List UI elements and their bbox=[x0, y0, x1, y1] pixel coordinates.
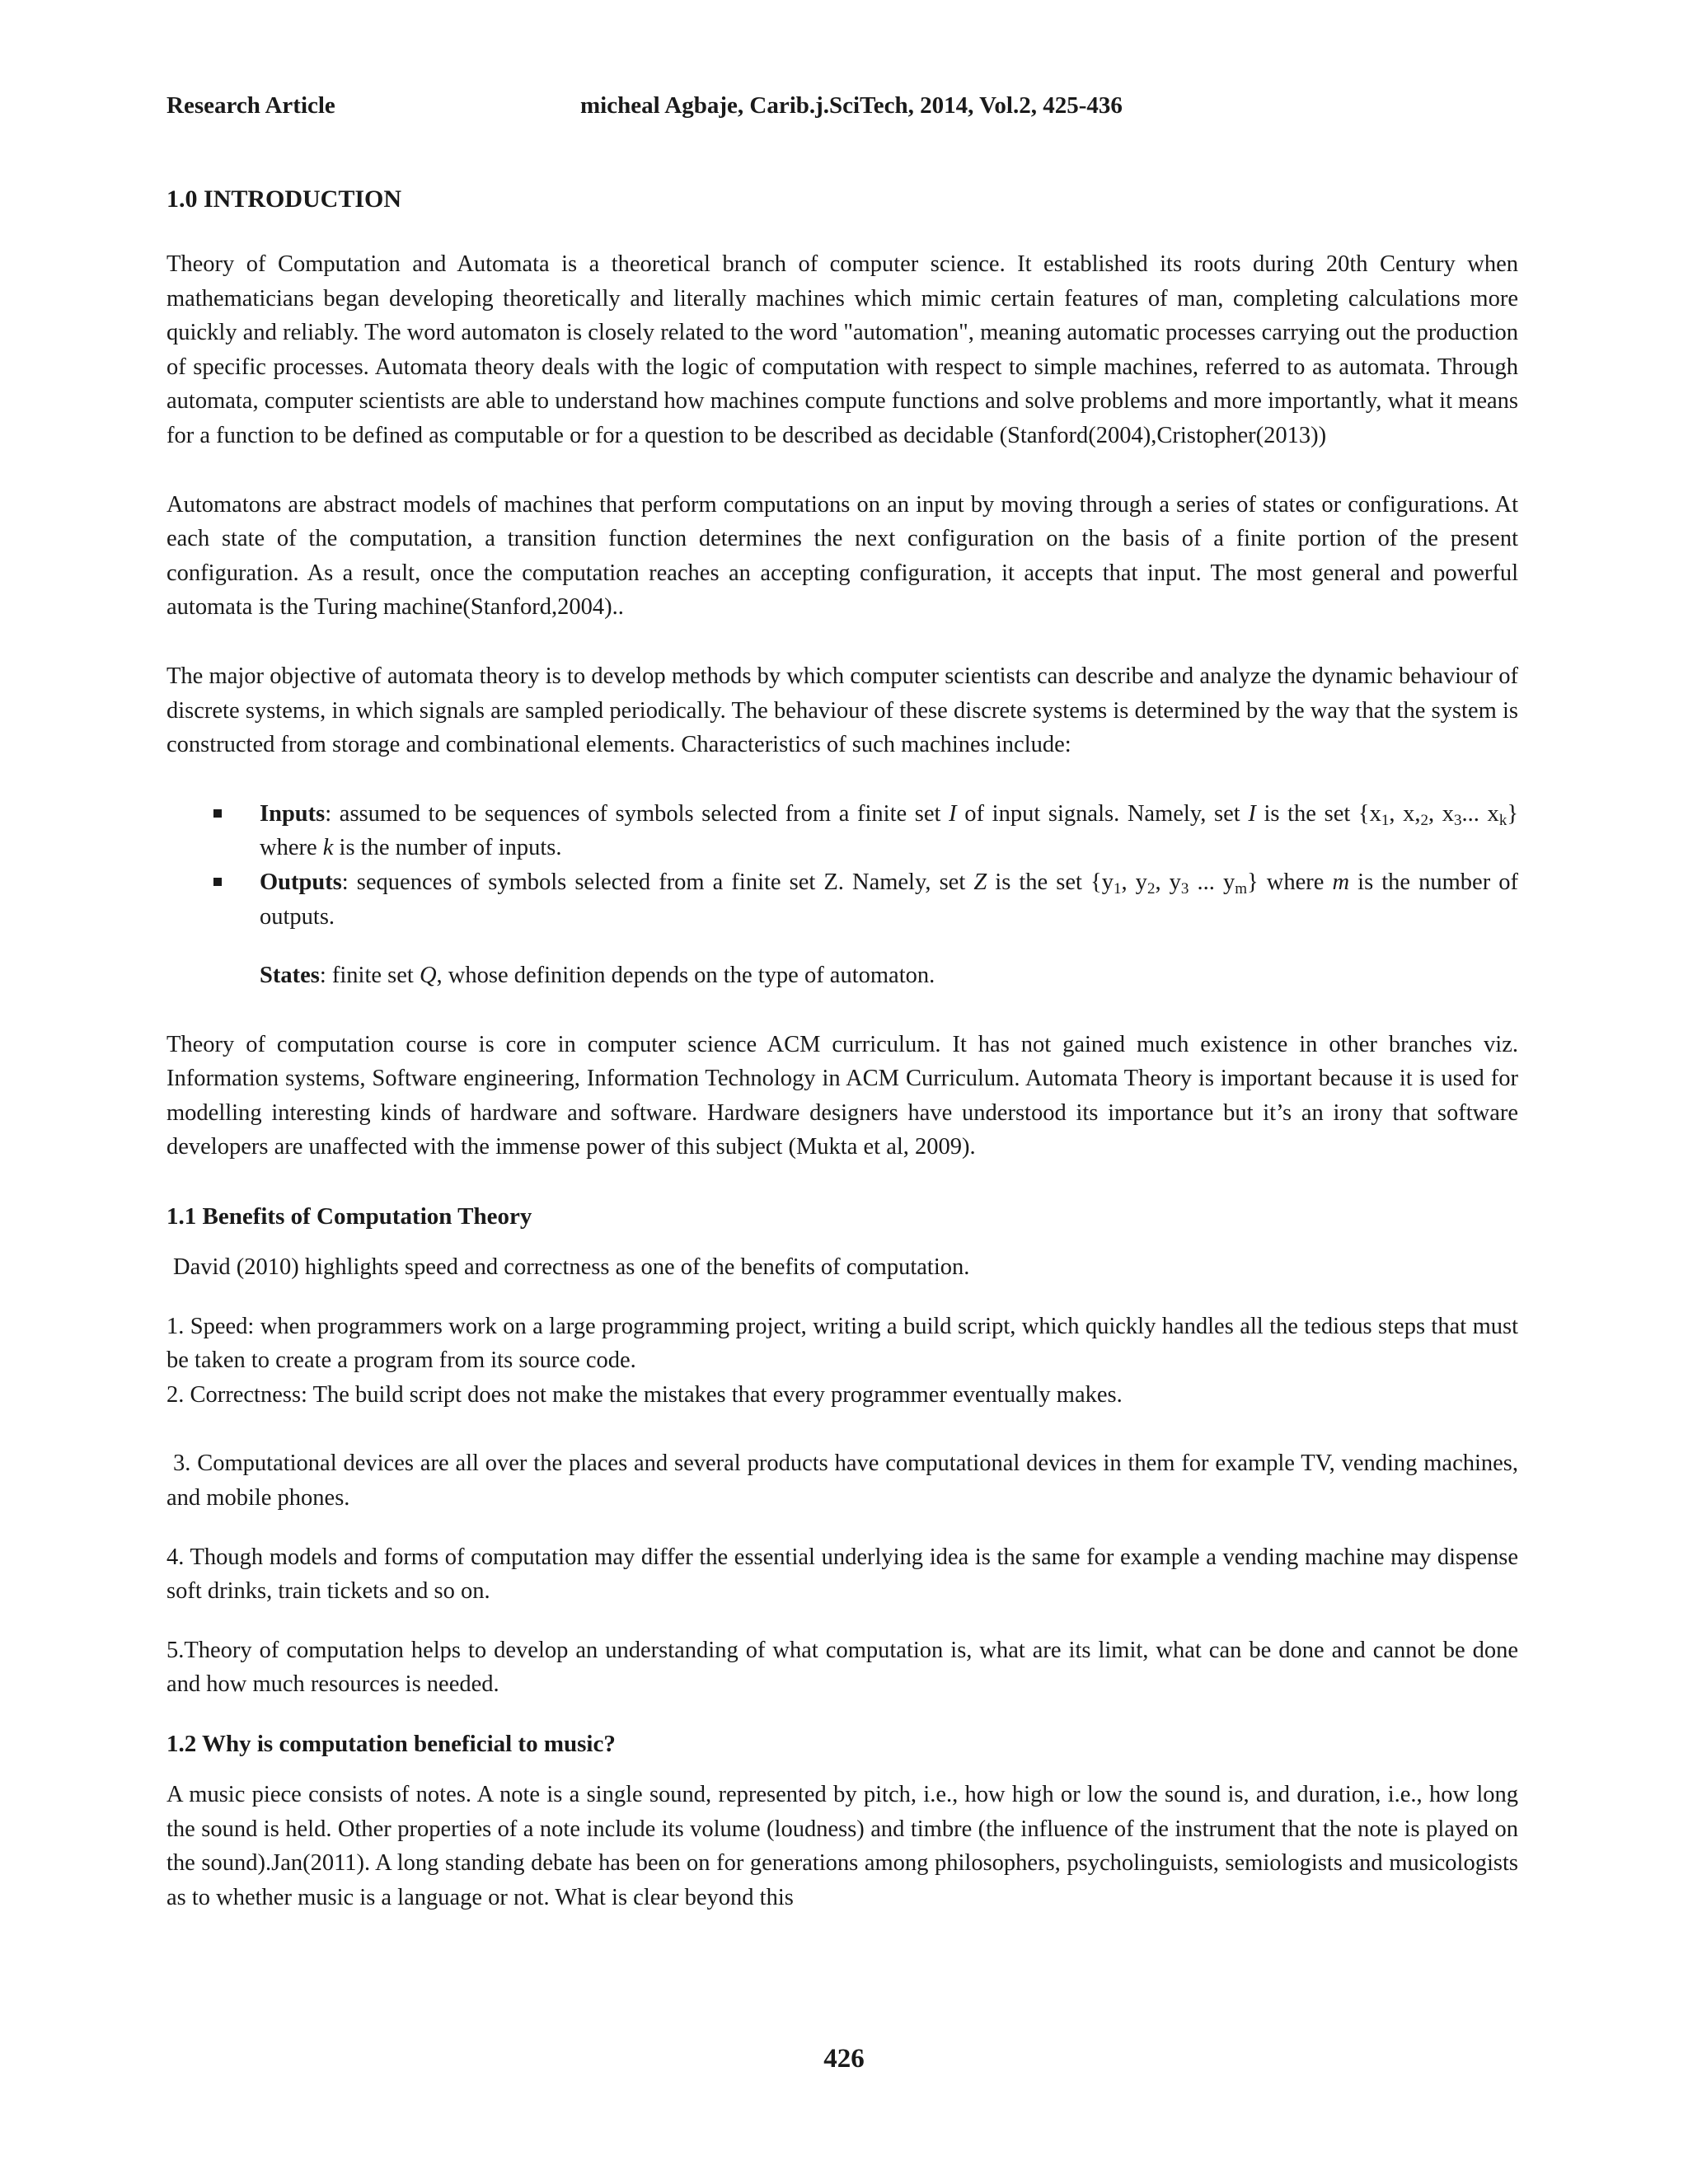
set-i-symbol: I bbox=[1248, 800, 1256, 827]
inputs-text: ... x bbox=[1461, 800, 1499, 827]
states-label: States bbox=[260, 963, 320, 989]
states-text: : finite set bbox=[319, 963, 420, 989]
outputs-text: } where bbox=[1246, 869, 1333, 895]
inputs-text: of input signals. Namely, set bbox=[956, 800, 1249, 827]
section-heading-benefits: 1.1 Benefits of Computation Theory bbox=[166, 1203, 532, 1230]
subscript: 1 bbox=[1113, 879, 1122, 898]
intro-paragraph-2: Automatons are abstract models of machines that perform computations on an input by moving through a series of states or configurations. At each state of the computation, a transition function determines the next configuration on the basis of a finite portion of the present configuration. As a result, once the computation reaches an accepting configuration, it accepts that input. The most general and powerful automata is the Turing machine(Stanford,2004).. bbox=[166, 491, 1518, 621]
states-text: , whose definition depends on the type of automaton. bbox=[436, 963, 935, 989]
m-symbol: m bbox=[1332, 869, 1350, 895]
intro-paragraph-3: The major objective of automata theory is to develop methods by which computer scientists can describe and analyze the dynamic behaviour of discrete systems, in which signals are sampled periodically. The behaviour of these discrete systems is determined by the way that the system is constructed from storage and combinational elements. Characteristics of such machines include: bbox=[166, 663, 1518, 758]
benefits-item-1: 1. Speed: when programmers work on a large programming project, writing a build script, which quickly handles all the tedious steps that must be taken to create a program from its source code. bbox=[166, 1313, 1518, 1374]
subscript: k bbox=[1498, 811, 1507, 829]
inputs-text: , x bbox=[1428, 800, 1455, 827]
outputs-text: ... y bbox=[1189, 869, 1236, 895]
subscript: 1 bbox=[1381, 811, 1390, 829]
outputs-text: : sequences of symbols selected from a finite set Z. Namely, set bbox=[341, 869, 974, 895]
outputs-text: , y bbox=[1155, 869, 1181, 895]
inputs-text: : assumed to be sequences of symbols selected from a finite set bbox=[325, 800, 950, 827]
citation-line: micheal Agbaje, Carib.j.SciTech, 2014, Vol.2, 425-436 bbox=[580, 92, 1123, 119]
benefits-item-3: 3. Computational devices are all over the places and several products have computational devices in them for example TV, vending machines, and mobile phones. bbox=[166, 1451, 1518, 1511]
subscript: m bbox=[1235, 879, 1247, 898]
states-paragraph bbox=[166, 958, 1518, 993]
intro-paragraph-1: Theory of Computation and Automata is a theoretical branch of computer science. It established its roots during 20th Century when mathematicians began developing theoretically and literally machines which mimic certain features of man, completing calculations more quickly and reliably. The word automaton is closely related to the word "automation", meaning automatic processes carrying out the production of specific processes. Automata theory deals with the logic of computation with respect to simple machines, referred to as automata. Through automata, computer scientists are able to understand how machines compute functions and solve problems and more importantly, what it means for a function to be defined as computable or for a question to be described as decidable (Stanford(2004),Cristopher(2013)) bbox=[166, 251, 1518, 448]
inputs-text: is the number of inputs. bbox=[333, 835, 562, 861]
benefits-item-2: 2. Correctness: The build script does not make the mistakes that every programmer eventually makes. bbox=[166, 1381, 1123, 1408]
inputs-text: , x, bbox=[1389, 800, 1421, 827]
subscript: 3 bbox=[1454, 811, 1462, 829]
section-heading-introduction: 1.0 INTRODUCTION bbox=[166, 185, 402, 213]
set-z-symbol: Z bbox=[973, 869, 987, 895]
running-header bbox=[166, 92, 1518, 129]
subscript: 3 bbox=[1180, 879, 1189, 898]
set-i-symbol: I bbox=[949, 800, 957, 827]
intro-paragraph-4: Theory of computation course is core in computer science ACM curriculum. It has not gained much existence in other branches viz. Information systems, Software engineering, Information Technology in ACM Curriculum. Automata Theory is important because it is used for modelling interesting kinds of hardware and software. Hardware designers have understood its importance but it’s an irony that software developers are unaffected with the immense power of this subject (Mukta et al, 2009). bbox=[166, 1031, 1518, 1160]
article-body bbox=[166, 180, 1518, 1949]
music-paragraph-1: A music piece consists of notes. A note is a single sound, represented by pitch, i.e., how high or low the sound is, and duration, i.e., how long the sound is held. Other properties of a note include its volume (loudness) and timbre (the influence of the instrument that the note is played on the sound).Jan(2011). A long standing debate has been on for generations among philosophers, psycholinguists, semiologists and musicologists as to whether music is a language or not. What is clear beyond this bbox=[166, 1782, 1518, 1910]
k-symbol: k bbox=[322, 835, 334, 861]
inputs-label: Inputs bbox=[260, 800, 326, 827]
article-type: Research Article bbox=[166, 92, 335, 119]
set-q-symbol: Q bbox=[419, 963, 437, 989]
benefits-item-4: 4. Though models and forms of computation may differ the essential underlying idea is the same for example a vending machine may dispense soft drinks, train tickets and so on. bbox=[166, 1544, 1518, 1605]
list-item-outputs bbox=[166, 865, 1518, 934]
characteristics-list bbox=[166, 797, 1518, 934]
subscript: 2 bbox=[1420, 811, 1428, 829]
square-bullet-icon bbox=[213, 809, 222, 818]
benefits-item-5: 5.Theory of computation helps to develop an understanding of what computation is, what are its limit, what can be done and cannot be done and how much resources is needed. bbox=[166, 1637, 1518, 1698]
square-bullet-icon bbox=[213, 878, 222, 886]
inputs-text: } where bbox=[260, 800, 1518, 861]
subscript: 2 bbox=[1146, 879, 1156, 898]
section-heading-music: 1.2 Why is computation beneficial to music? bbox=[166, 1731, 616, 1757]
inputs-text: is the set {x bbox=[1255, 800, 1381, 827]
page-number: 426 bbox=[823, 2044, 865, 2074]
outputs-text: is the set {y bbox=[987, 869, 1114, 895]
outputs-label: Outputs bbox=[260, 869, 342, 895]
benefits-intro: David (2010) highlights speed and correctness as one of the benefits of computation. bbox=[173, 1254, 970, 1281]
outputs-text: is the number of outputs. bbox=[260, 869, 1519, 930]
list-item-inputs bbox=[166, 797, 1518, 865]
outputs-text: , y bbox=[1121, 869, 1147, 895]
